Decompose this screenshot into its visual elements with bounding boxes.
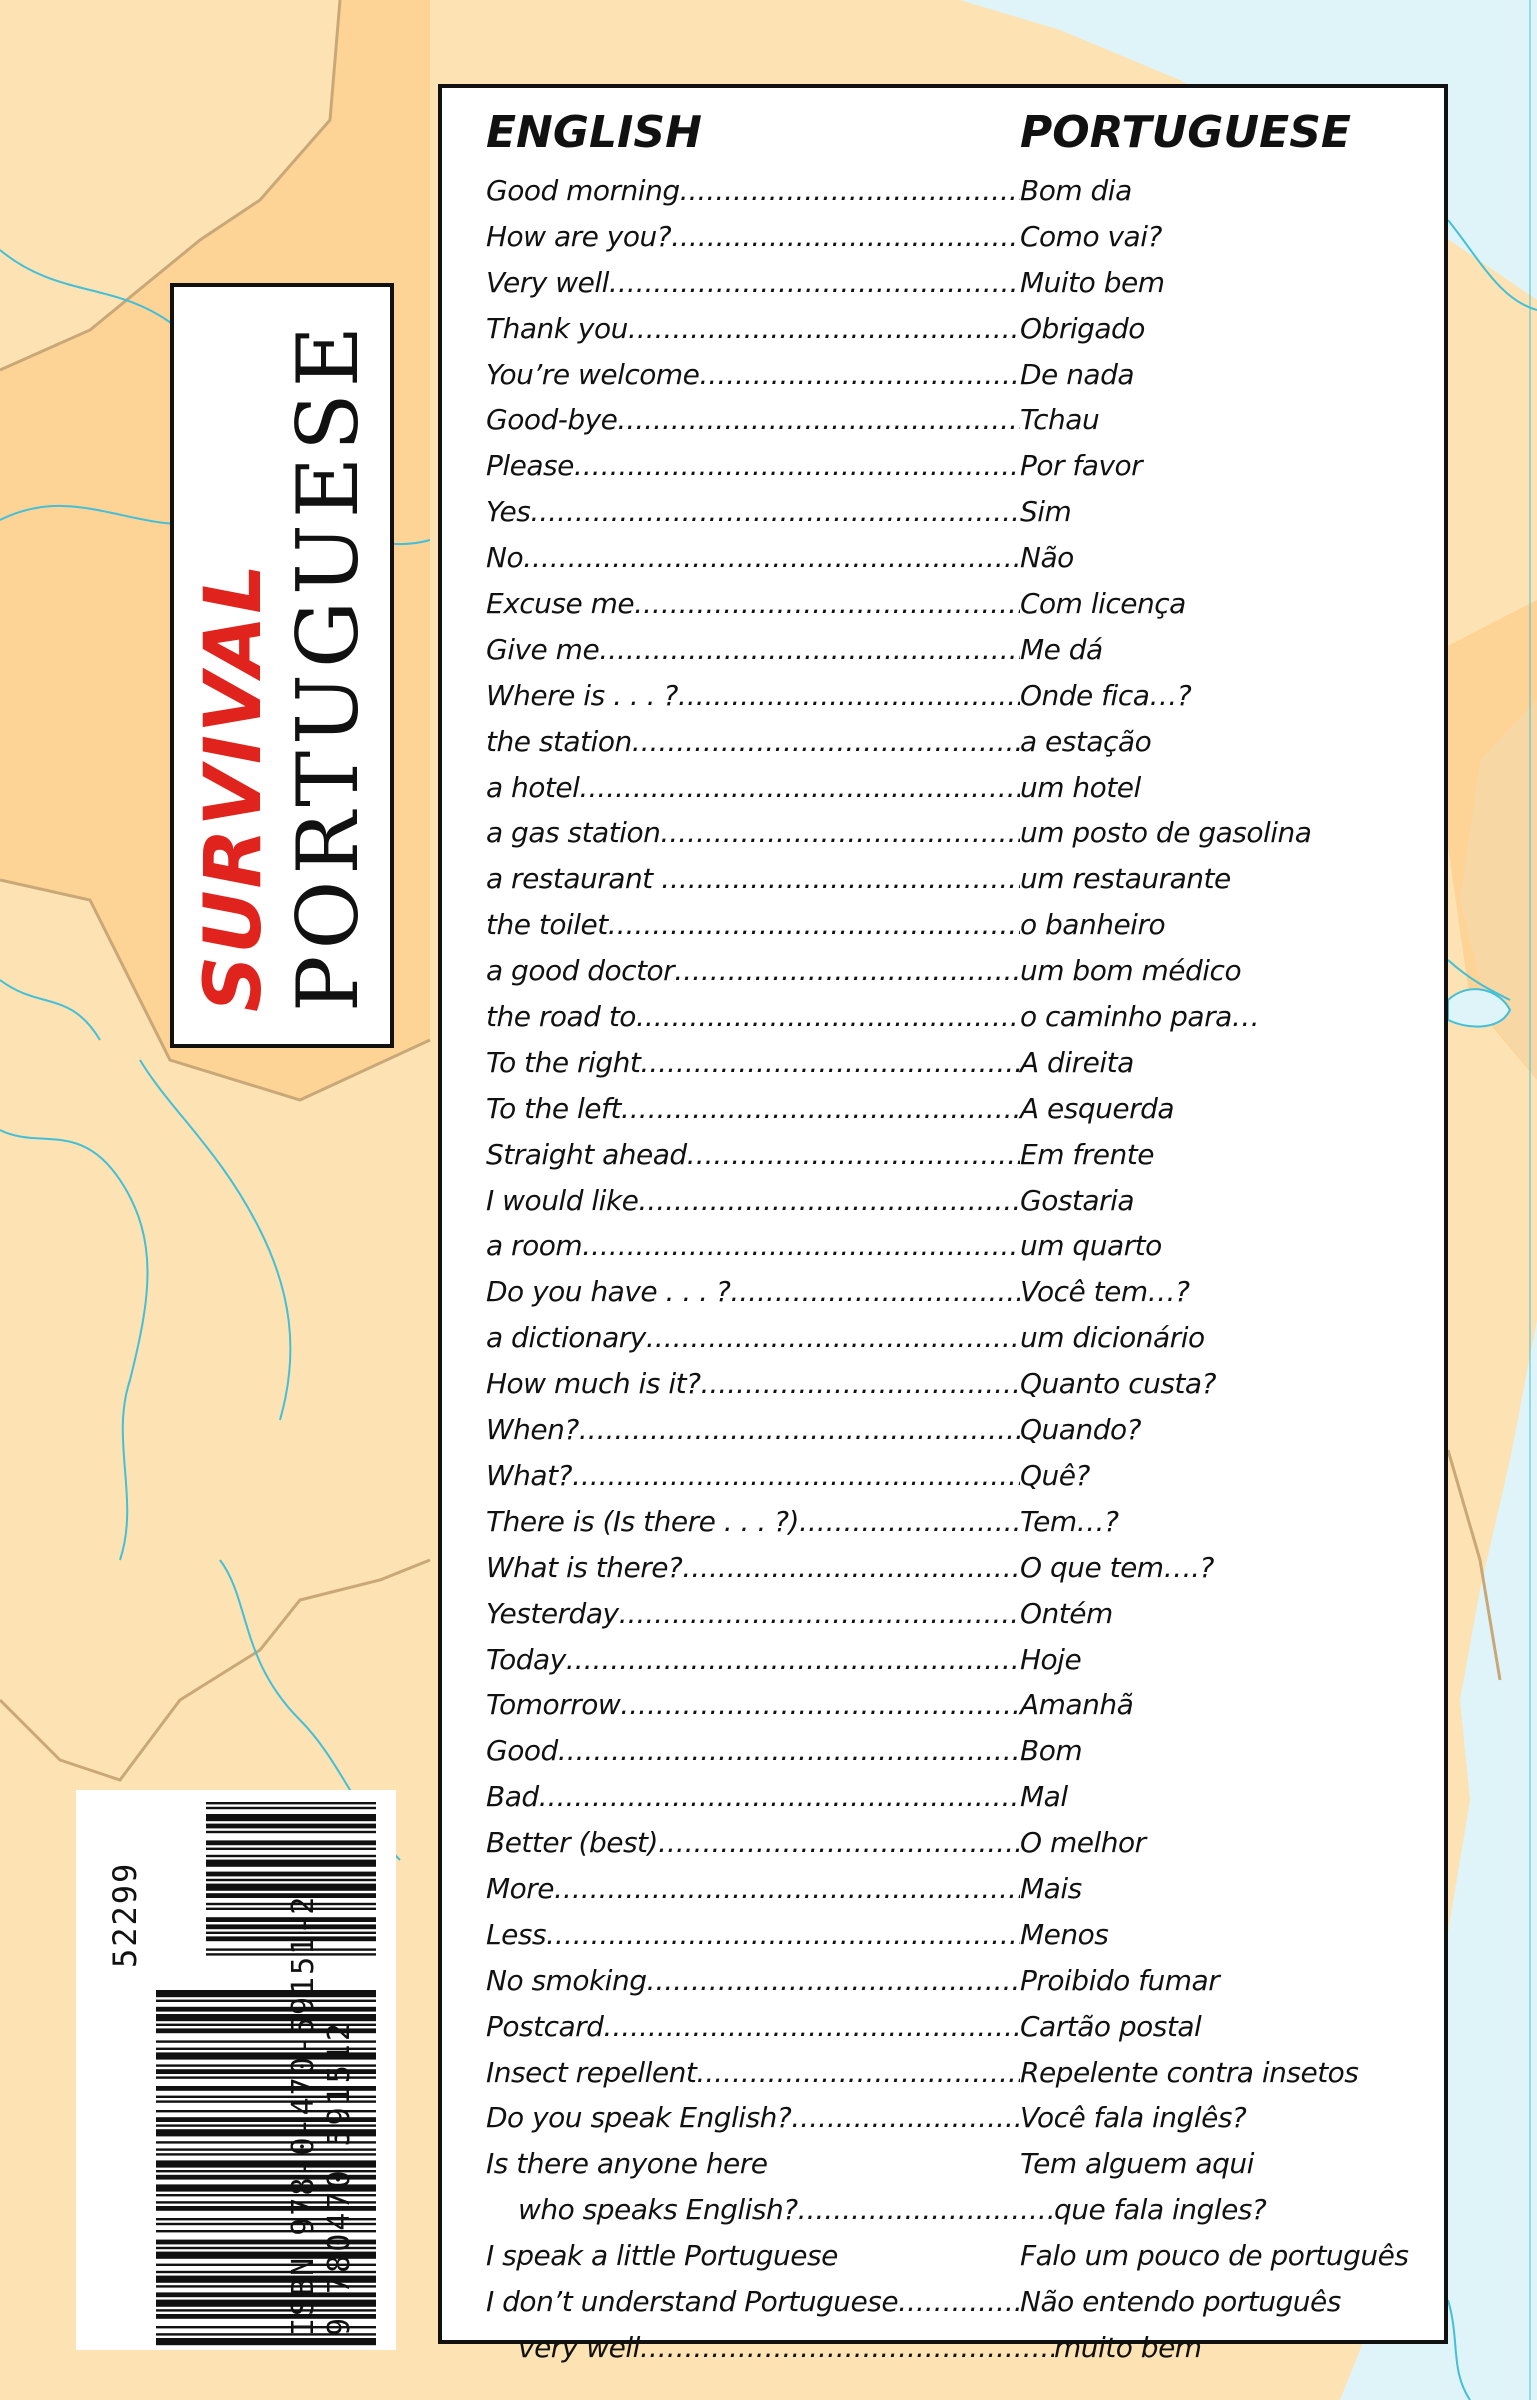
phrase-english: What is there? .....	[486, 1545, 1020, 1591]
phrase-english: Do you have . . . ? .....	[486, 1269, 1020, 1315]
phrase-row	[486, 581, 1446, 627]
phrase-row	[486, 1499, 1446, 1545]
phrase-row	[486, 1269, 1446, 1315]
phrase-row	[486, 1545, 1446, 1591]
phrase-portuguese: O que tem….?	[1020, 1550, 1214, 1584]
phrase-row	[486, 2095, 1446, 2141]
phrase-portuguese: um restaurante	[1020, 862, 1231, 896]
phrase-row	[486, 2050, 1446, 2096]
phrase-portuguese: Onde fica…?	[1020, 678, 1192, 712]
phrase-row	[486, 810, 1446, 856]
phrase-row	[486, 352, 1446, 398]
phrase-english: a restaurant .....	[486, 856, 1020, 902]
phrase-english: Good morning .....	[486, 168, 1020, 214]
phrase-portuguese: Cartão postal	[1020, 2009, 1202, 2043]
phrase-english: How are you? .....	[486, 214, 1020, 260]
phrase-row	[486, 1086, 1446, 1132]
title-portuguese: PORTUGUESE	[279, 319, 377, 1012]
phrase-row	[486, 1407, 1446, 1453]
phrase-english: Where is . . . ? .....	[486, 673, 1020, 719]
phrase-portuguese: Falo um pouco de português	[1020, 2239, 1409, 2273]
phrase-row	[486, 673, 1446, 719]
phrase-english: Less .....	[486, 1912, 1020, 1958]
phrase-english: Postcard .....	[486, 2004, 1020, 2050]
panel-header	[486, 98, 1426, 168]
barcode	[76, 1790, 396, 2350]
phrase-row	[486, 1637, 1446, 1683]
phrase-english: Good .....	[486, 1728, 1020, 1774]
phrase-english: Yes .....	[486, 489, 1020, 535]
phrase-list	[486, 168, 1446, 2371]
phrase-row	[486, 2141, 1446, 2187]
phrase-portuguese: Menos	[1020, 1917, 1109, 1951]
phrase-english: a dictionary .....	[486, 1315, 1020, 1361]
phrase-portuguese: Você tem…?	[1020, 1275, 1190, 1309]
phrase-portuguese: Bom	[1020, 1734, 1083, 1768]
phrase-row	[486, 1361, 1446, 1407]
phrase-english: Excuse me .....	[486, 581, 1020, 627]
phrase-english: Thank you .....	[486, 306, 1020, 352]
phrase-row	[486, 1178, 1446, 1224]
phrase-portuguese: Me dá	[1020, 632, 1103, 666]
phrase-row	[486, 260, 1446, 306]
phrase-row	[486, 1223, 1446, 1269]
phrase-english: Do you speak English? .....	[486, 2095, 1020, 2141]
phrase-row	[486, 994, 1446, 1040]
phrase-portuguese: um bom médico	[1020, 954, 1242, 988]
phrase-portuguese: a estação	[1020, 724, 1152, 758]
phrase-portuguese: Não entendo português	[1020, 2284, 1341, 2318]
phrase-portuguese: muito bem	[1054, 2330, 1202, 2364]
phrase-english: There is (Is there . . . ?) .....	[486, 1499, 1020, 1545]
phrase-row	[486, 397, 1446, 443]
phrase-english: very well .....	[518, 2325, 1054, 2371]
phrase-portuguese: Tchau	[1020, 403, 1100, 437]
phrase-english: Give me .....	[486, 627, 1020, 673]
phrase-row	[486, 535, 1446, 581]
phrase-portuguese: um dicionário	[1020, 1321, 1205, 1355]
phrase-english: When? .....	[486, 1407, 1020, 1453]
phrase-row	[486, 1912, 1446, 1958]
phrase-row	[486, 719, 1446, 765]
phrase-portuguese: Tem alguem aqui	[1020, 2147, 1254, 2181]
phrase-english: Better (best) .....	[486, 1820, 1020, 1866]
phrase-english: Yesterday .....	[486, 1591, 1020, 1637]
phrase-row	[486, 1820, 1446, 1866]
phrase-english: I speak a little Portuguese	[486, 2239, 838, 2273]
phrase-english: who speaks English? .....	[518, 2187, 1054, 2233]
barcode-text	[106, 1800, 366, 2340]
phrase-english: To the left .....	[486, 1086, 1020, 1132]
phrase-english: More .....	[486, 1866, 1020, 1912]
phrase-english: Is there anyone here	[486, 2147, 768, 2181]
phrase-portuguese: o banheiro	[1020, 908, 1166, 942]
phrase-english: I don’t understand Portuguese .....	[486, 2279, 1020, 2325]
phrase-english: No .....	[486, 535, 1020, 581]
phrase-english: a room .....	[486, 1223, 1020, 1269]
title-box	[170, 283, 394, 1048]
phrase-english: What? .....	[486, 1453, 1020, 1499]
price-supplement: 52299	[106, 1861, 144, 1968]
phrase-row	[486, 1591, 1446, 1637]
phrase-row	[486, 306, 1446, 352]
phrase-english: the toilet .....	[486, 902, 1020, 948]
header-portuguese: PORTUGUESE	[1020, 107, 1351, 158]
phrase-portuguese: A esquerda	[1020, 1091, 1175, 1125]
phrase-portuguese: Mal	[1020, 1780, 1068, 1814]
phrase-row	[486, 2325, 1446, 2371]
title-survival: SURVIVAL	[189, 561, 279, 1012]
phrase-portuguese: Não	[1020, 541, 1074, 575]
phrase-english: Straight ahead .....	[486, 1132, 1020, 1178]
phrase-portuguese: Quanto custa?	[1020, 1367, 1216, 1401]
phrase-portuguese: Amanhã	[1020, 1688, 1134, 1722]
phrase-english: the road to .....	[486, 994, 1020, 1040]
phrase-portuguese: Proibido fumar	[1020, 1963, 1220, 1997]
phrase-row	[486, 627, 1446, 673]
phrase-english: a gas station .....	[486, 810, 1020, 856]
phrase-portuguese: Muito bem	[1020, 265, 1165, 299]
phrase-row	[486, 1728, 1446, 1774]
phrase-portuguese: Sim	[1020, 495, 1072, 529]
phrase-english: To the right .....	[486, 1040, 1020, 1086]
phrase-english: Today .....	[486, 1637, 1020, 1683]
phrase-row	[486, 1040, 1446, 1086]
phrase-row	[486, 856, 1446, 902]
phrase-english: You’re welcome .....	[486, 352, 1020, 398]
phrase-portuguese: Gostaria	[1020, 1183, 1135, 1217]
phrase-row	[486, 489, 1446, 535]
phrase-row	[486, 948, 1446, 994]
phrase-portuguese: o caminho para…	[1020, 1000, 1260, 1034]
phrase-portuguese: Com licença	[1020, 587, 1186, 621]
phrase-row	[486, 1866, 1446, 1912]
phrase-portuguese: Quê?	[1020, 1458, 1090, 1492]
phrase-portuguese: que fala ingles?	[1054, 2193, 1267, 2227]
phrase-portuguese: Você fala inglês?	[1020, 2101, 1247, 2135]
title-rotated	[188, 319, 376, 1011]
phrase-row	[486, 443, 1446, 489]
phrase-portuguese: Hoje	[1020, 1642, 1082, 1676]
phrase-row	[486, 1132, 1446, 1178]
phrase-row	[486, 2279, 1446, 2325]
phrase-row	[486, 2004, 1446, 2050]
phrase-row	[486, 1315, 1446, 1361]
phrase-portuguese: Ontém	[1020, 1596, 1113, 1630]
phrase-english: Tomorrow .....	[486, 1682, 1020, 1728]
phrase-english: the station .....	[486, 719, 1020, 765]
phrase-portuguese: Como vai?	[1020, 219, 1162, 253]
phrase-portuguese: Mais	[1020, 1871, 1082, 1905]
phrase-english: Bad .....	[486, 1774, 1020, 1820]
phrase-row	[486, 765, 1446, 811]
phrase-english: Very well .....	[486, 260, 1020, 306]
phrase-row	[486, 2233, 1446, 2279]
phrase-english: I would like .....	[486, 1178, 1020, 1224]
phrase-portuguese: Obrigado	[1020, 311, 1145, 345]
phrase-portuguese: um posto de gasolina	[1020, 816, 1312, 850]
phrase-row	[486, 1453, 1446, 1499]
phrase-row	[486, 214, 1446, 260]
phrase-portuguese: A direita	[1020, 1045, 1134, 1079]
phrase-portuguese: Repelente contra insetos	[1020, 2055, 1359, 2089]
ean-number: 9 780470 591512	[322, 2020, 357, 2336]
phrase-row	[486, 1774, 1446, 1820]
phrase-english: No smoking .....	[486, 1958, 1020, 2004]
isbn-number: ISBN 978-0-470-59151-2	[286, 1894, 321, 2336]
phrase-portuguese: O melhor	[1020, 1826, 1146, 1860]
phrase-portuguese: De nada	[1020, 357, 1135, 391]
phrase-english: How much is it? .....	[486, 1361, 1020, 1407]
phrase-row	[486, 1682, 1446, 1728]
phrase-row	[486, 168, 1446, 214]
phrase-english: Insect repellent .....	[486, 2050, 1020, 2096]
header-english: ENGLISH	[486, 107, 702, 158]
phrase-portuguese: um hotel	[1020, 770, 1141, 804]
phrase-row	[486, 1958, 1446, 2004]
phrase-english: Good-bye .....	[486, 397, 1020, 443]
phrase-english: a good doctor .....	[486, 948, 1020, 994]
phrase-portuguese: Em frente	[1020, 1137, 1154, 1171]
phrase-panel	[438, 84, 1448, 2364]
phrase-row	[486, 902, 1446, 948]
phrase-english: Please .....	[486, 443, 1020, 489]
phrase-portuguese: Quando?	[1020, 1413, 1141, 1447]
phrase-portuguese: um quarto	[1020, 1229, 1162, 1263]
phrase-english: a hotel .....	[486, 765, 1020, 811]
phrase-portuguese: Por favor	[1020, 449, 1143, 483]
phrase-row	[486, 2187, 1446, 2233]
phrase-portuguese: Bom dia	[1020, 174, 1132, 207]
phrase-portuguese: Tem…?	[1020, 1504, 1119, 1538]
